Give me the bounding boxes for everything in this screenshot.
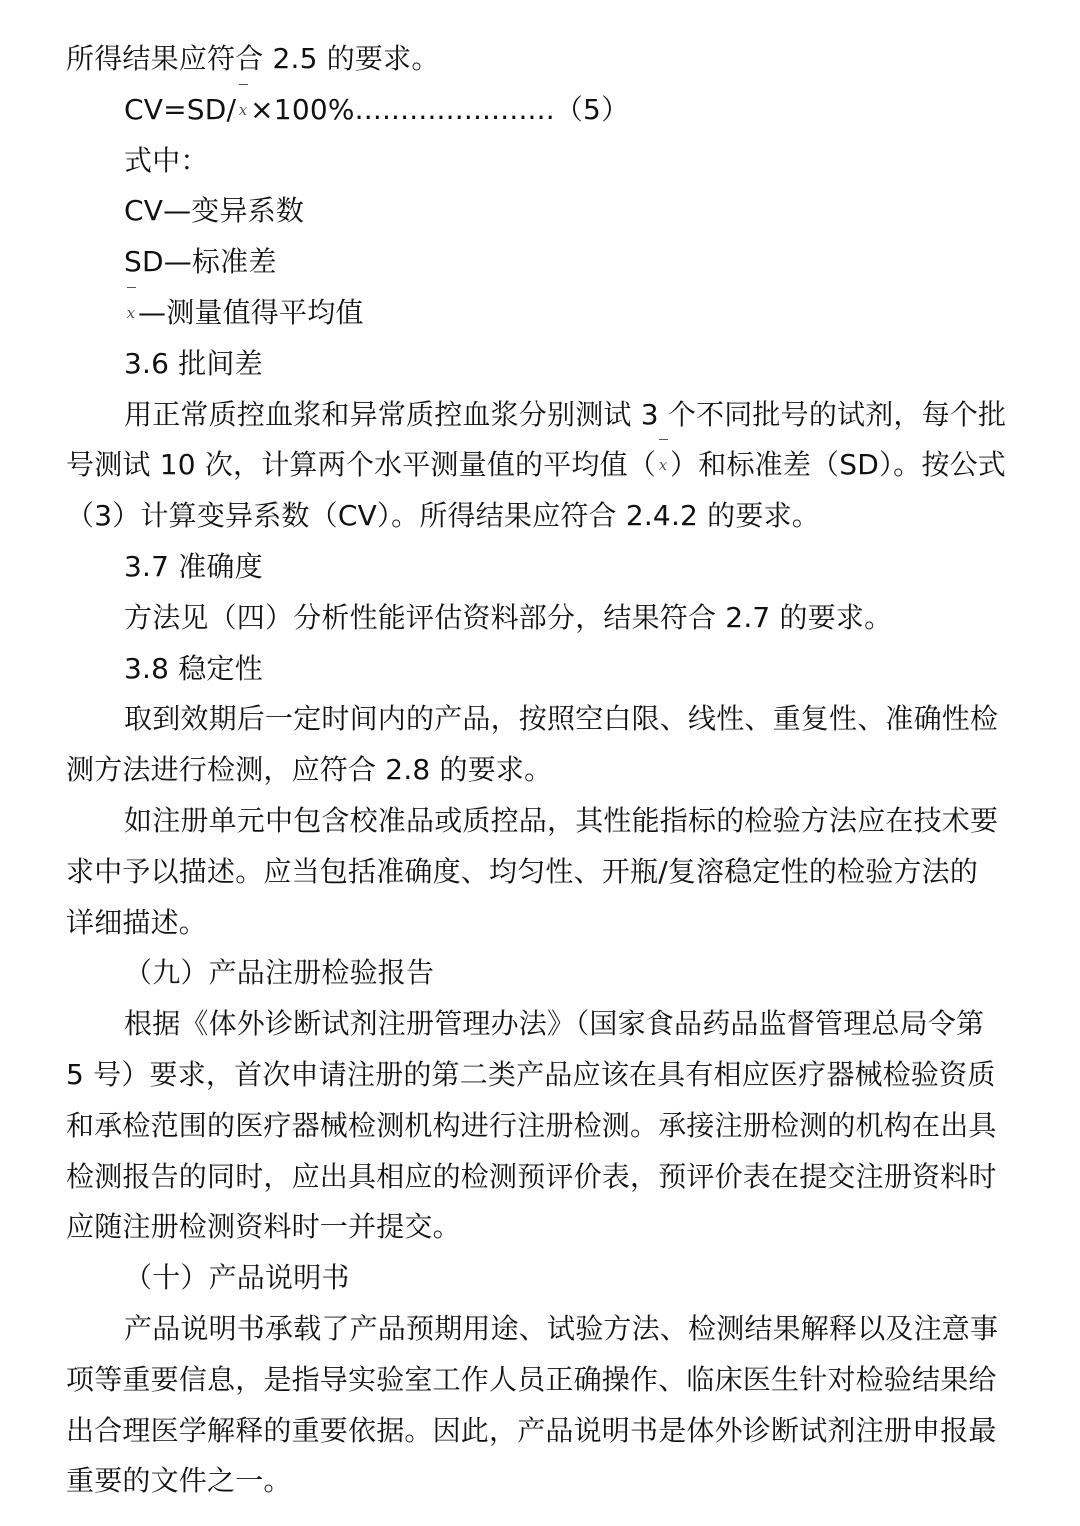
mean-symbol-icon: x	[124, 288, 138, 339]
text-line	[66, 440, 1014, 491]
section-heading: （九）产品注册检验报告	[124, 956, 435, 990]
text-line: 详细描述。	[66, 905, 208, 939]
text-line: 出合理医学解释的重要依据。因此，产品说明书是体外诊断试剂注册申报最	[66, 1413, 997, 1447]
text-line: 产品说明书承载了产品预期用途、试验方法、检测结果解释以及注意事	[124, 1311, 999, 1345]
formula-lhs: CV=SD/	[124, 92, 237, 126]
section-heading: 3.8 稳定性	[124, 651, 263, 685]
text-line: （3）计算变异系数（CV）。所得结果应符合 2.4.2 的要求。	[66, 499, 820, 533]
mean-symbol-icon: x	[236, 85, 250, 136]
text-line: 方法见（四）分析性能评估资料部分，结果符合 2.7 的要求。	[124, 600, 893, 634]
text-line: 项等重要信息，是指导实验室工作人员正确操作、临床医生针对检验结果给	[66, 1362, 997, 1396]
text-line: 如注册单元中包含校准品或质控品，其性能指标的检验方法应在技术要	[124, 803, 999, 837]
formula-rhs: ×100%......................（5）	[250, 92, 630, 126]
definition-line	[66, 288, 1014, 339]
text-segment: ）和标准差（SD）。按公式	[670, 448, 1006, 482]
section-heading: 3.7 准确度	[124, 549, 263, 583]
section-heading: （十）产品说明书	[124, 1261, 350, 1295]
text-line: 和承检范围的医疗器械检测机构进行注册检测。承接注册检测的机构在出具	[66, 1108, 997, 1142]
formula-line	[66, 85, 1014, 136]
text-line: 重要的文件之一。	[66, 1464, 292, 1498]
text-line: CV—变异系数	[124, 194, 305, 228]
text-line: 用正常质控血浆和异常质控血浆分别测试 3 个不同批号的试剂，每个批	[124, 397, 1007, 431]
text-line: 式中：	[124, 143, 209, 177]
text-line: 根据《体外诊断试剂注册管理办法》（国家食品药品监督管理总局令第	[124, 1007, 985, 1041]
text-segment: 号测试 10 次，计算两个水平测量值的平均值（	[66, 448, 657, 482]
mean-symbol-icon: x	[656, 440, 670, 491]
text-line: 求中予以描述。应当包括准确度、均匀性、开瓶/复溶稳定性的检验方法的	[66, 854, 979, 888]
text-line: 取到效期后一定时间内的产品，按照空白限、线性、重复性、准确性检	[124, 702, 999, 736]
definition-text: —测量值得平均值	[138, 295, 364, 329]
text-line: 所得结果应符合 2.5 的要求。	[66, 42, 440, 75]
section-heading: 3.6 批间差	[124, 346, 263, 380]
text-line: SD—标准差	[124, 245, 277, 279]
text-line: 应随注册检测资料时一并提交。	[66, 1210, 461, 1244]
text-line: 5 号）要求，首次申请注册的第二类产品应该在具有相应医疗器械检验资质	[66, 1057, 996, 1091]
text-line: 检测报告的同时，应出具相应的检测预评价表，预评价表在提交注册资料时	[66, 1159, 997, 1193]
text-line: 测方法进行检测，应符合 2.8 的要求。	[66, 753, 553, 787]
